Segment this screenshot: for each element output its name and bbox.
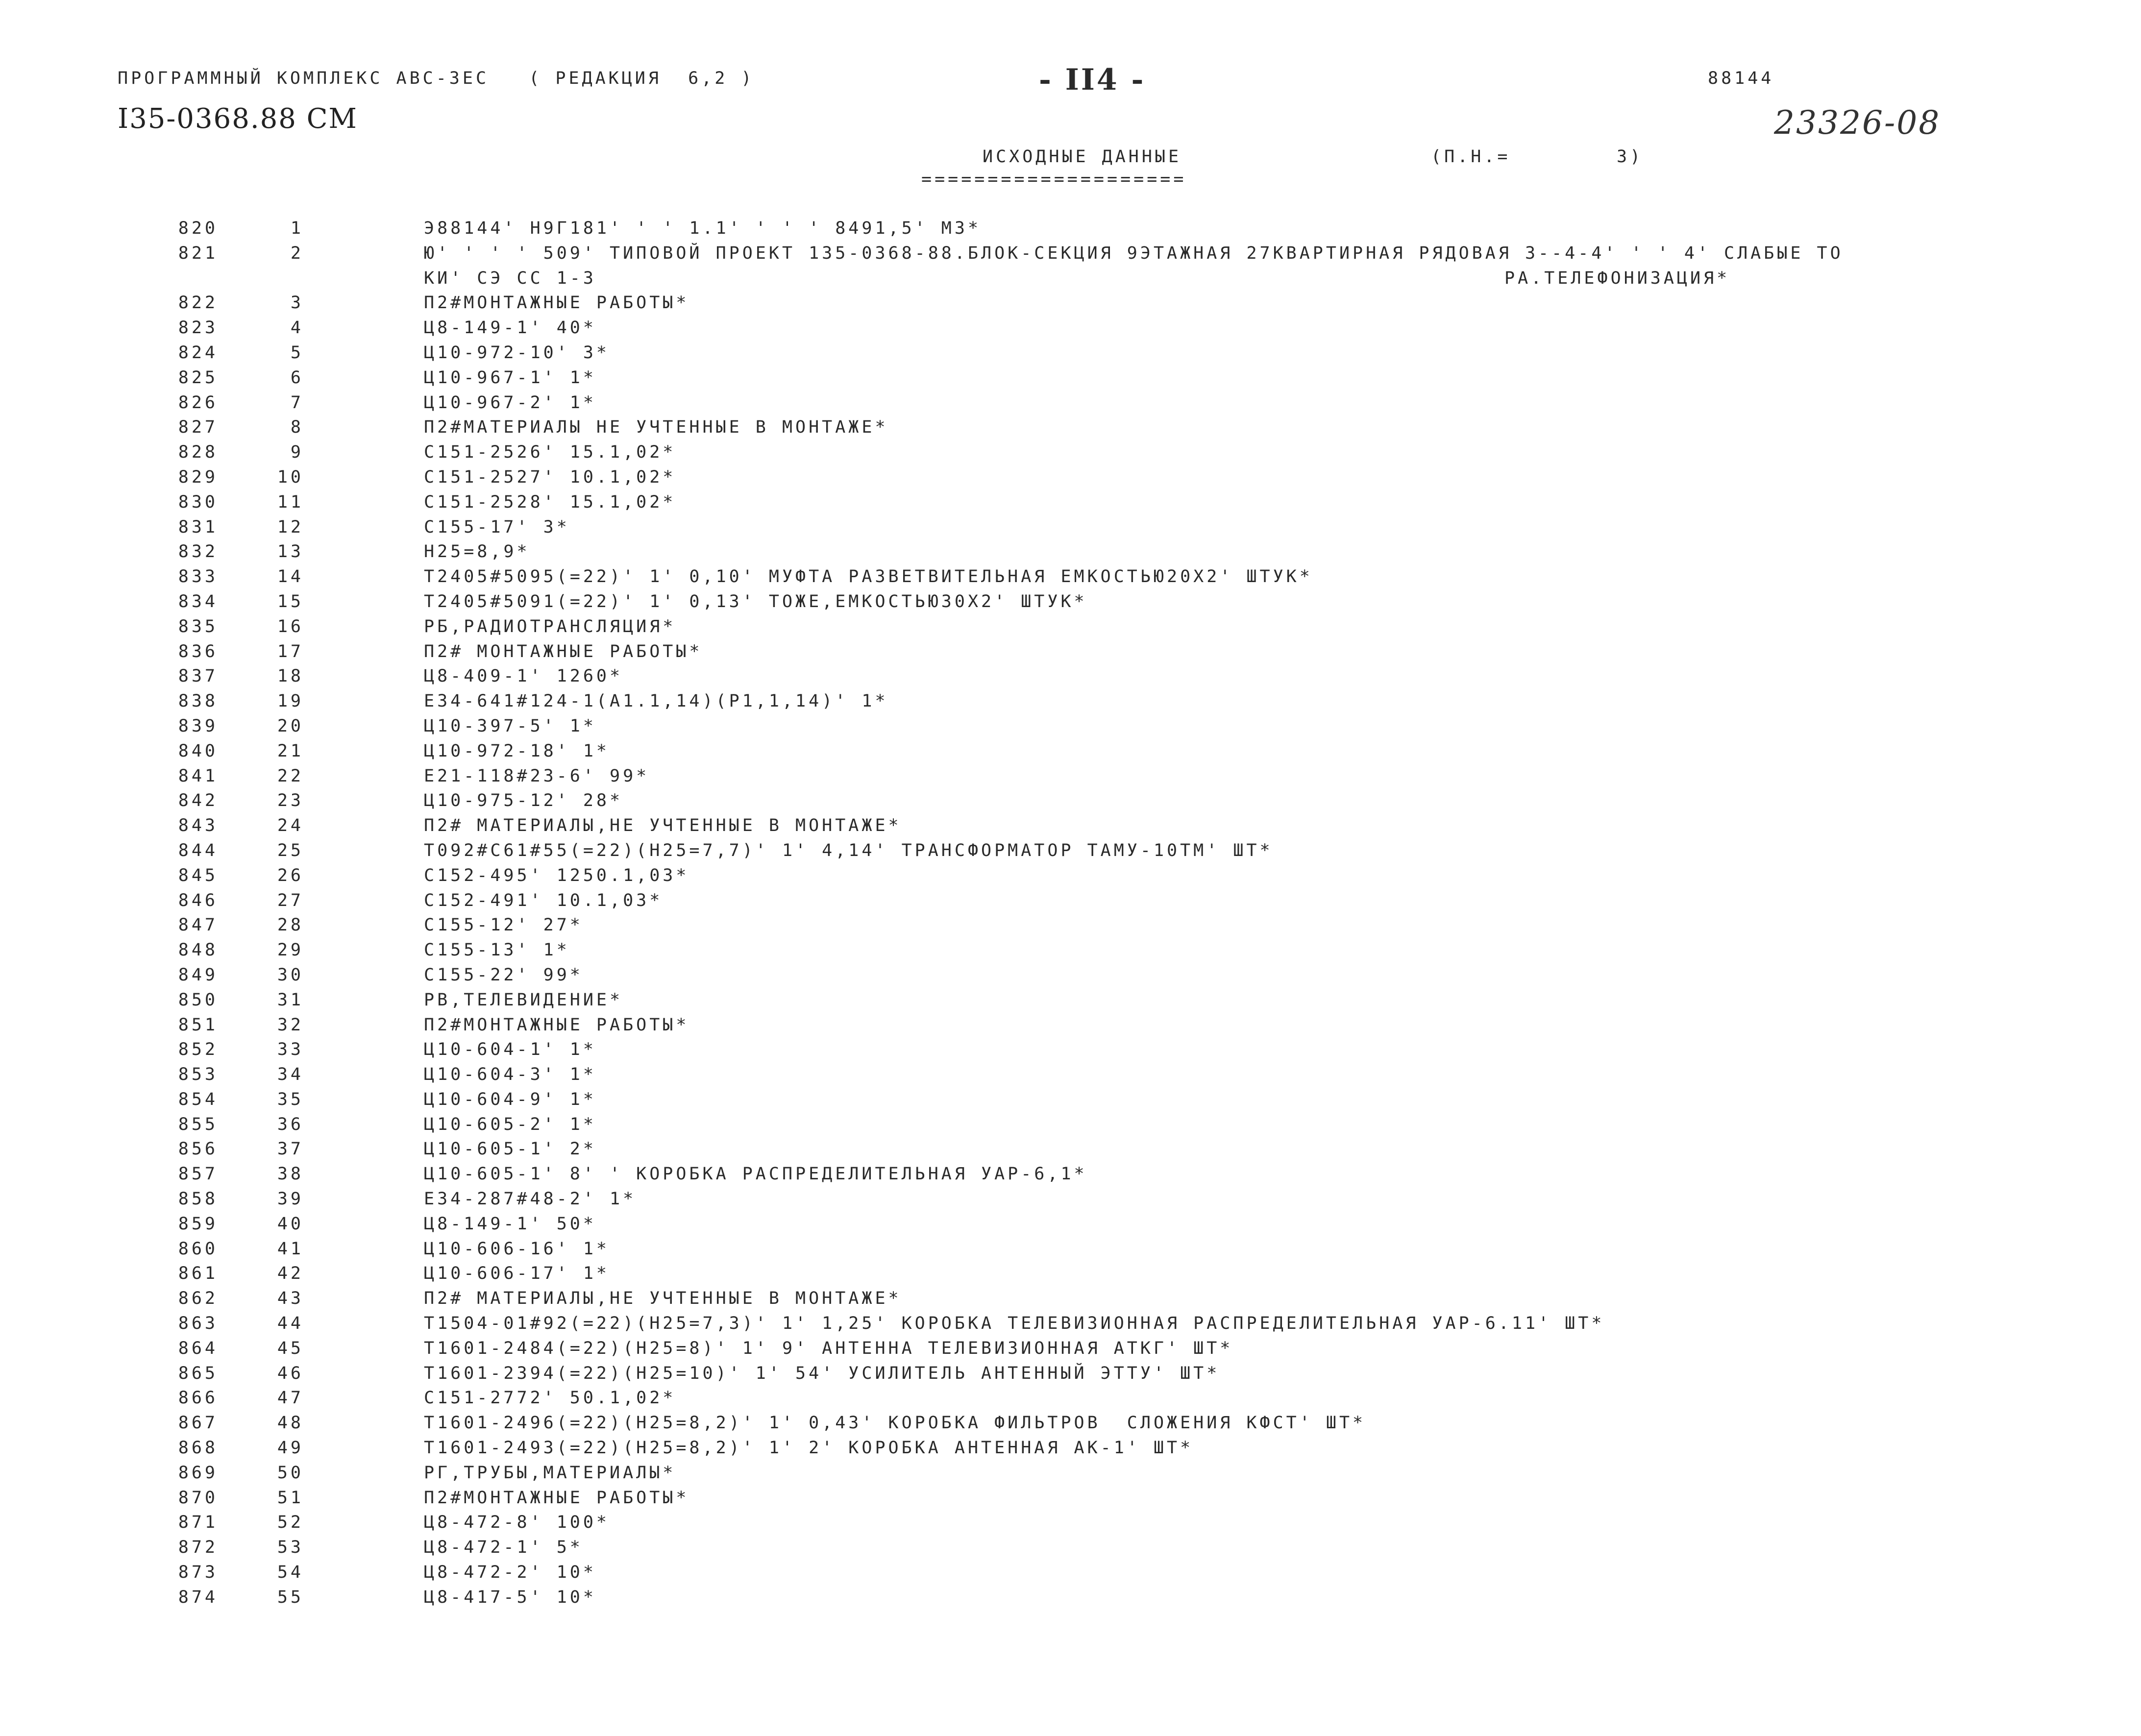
record-text: Т2405#5091(=22)' 1' 0,13' ТОЖЕ,ЕМКОСТЬЮ30Х2' ШТУК* xyxy=(424,591,1087,611)
line-number: 828 xyxy=(178,442,218,463)
list-item xyxy=(0,1488,2141,1513)
line-number: 863 xyxy=(178,1314,218,1334)
line-number: 840 xyxy=(178,741,218,761)
sequence-number: 9 xyxy=(290,442,304,463)
line-number: 864 xyxy=(178,1338,218,1358)
section-underline: ==================== xyxy=(921,170,1187,189)
list-item xyxy=(0,542,2141,567)
line-number: 841 xyxy=(178,766,218,786)
list-item xyxy=(0,417,2141,442)
line-number: 839 xyxy=(178,716,218,736)
line-number: 874 xyxy=(178,1587,218,1607)
record-text: Т2405#5095(=22)' 1' 0,10' МУФТА РАЗВЕТВИТЕЛЬНАЯ ЕМКОСТЬЮ20Х2' ШТУК* xyxy=(424,567,1313,587)
record-text: Т1504-01#92(=22)(Н25=7,3)' 1' 1,25' КОРОБКА ТЕЛЕВИЗИОННАЯ РАСПРЕДЕЛИТЕЛЬНАЯ УАР-6.11' ШТ* xyxy=(424,1314,1605,1334)
list-item xyxy=(0,318,2141,343)
record-text: РВ,ТЕЛЕВИДЕНИЕ* xyxy=(424,990,623,1010)
line-number: 836 xyxy=(178,641,218,661)
line-number: 831 xyxy=(178,517,218,537)
sequence-number: 54 xyxy=(277,1563,304,1583)
sequence-number: 20 xyxy=(277,716,304,736)
list-item xyxy=(0,1339,2141,1364)
record-text: Ц8-417-5' 10* xyxy=(424,1587,596,1607)
sequence-number: 36 xyxy=(277,1114,304,1134)
sequence-number: 24 xyxy=(277,816,304,836)
record-text: П2# МОНТАЖНЫЕ РАБОТЫ* xyxy=(424,641,703,661)
record-text: Т1601-2484(=22)(Н25=8)' 1' 9' АНТЕННА ТЕЛЕВИЗИОННАЯ АТКГ' ШТ* xyxy=(424,1338,1233,1358)
record-text: С155-12' 27* xyxy=(424,915,583,935)
list-item xyxy=(0,965,2141,990)
sequence-number: 5 xyxy=(290,342,304,363)
sequence-number: 50 xyxy=(277,1463,304,1483)
list-item xyxy=(0,716,2141,741)
line-number: 833 xyxy=(178,567,218,587)
record-text: Ц8-472-2' 10* xyxy=(424,1563,596,1583)
sequence-number: 26 xyxy=(277,865,304,885)
list-item xyxy=(0,343,2141,368)
list-item xyxy=(0,442,2141,467)
sequence-number: 30 xyxy=(277,965,304,985)
line-number: 825 xyxy=(178,367,218,388)
list-item xyxy=(0,1115,2141,1140)
record-text: Е21-118#23-6' 99* xyxy=(424,766,650,786)
record-text: С155-22' 99* xyxy=(424,965,583,985)
list-item xyxy=(0,1438,2141,1463)
list-item xyxy=(0,492,2141,517)
sequence-number: 3 xyxy=(290,293,304,313)
sequence-number: 16 xyxy=(277,616,304,636)
sequence-number: 34 xyxy=(277,1065,304,1085)
list-item xyxy=(0,368,2141,393)
list-item xyxy=(0,1189,2141,1214)
record-text: Ц8-409-1' 1260* xyxy=(424,666,623,686)
record-text: Ц10-972-10' 3* xyxy=(424,342,610,363)
record-text: С152-491' 10.1,03* xyxy=(424,890,663,910)
list-item xyxy=(0,1314,2141,1339)
sequence-number: 12 xyxy=(277,517,304,537)
line-number: 848 xyxy=(178,940,218,960)
line-number: 855 xyxy=(178,1114,218,1134)
sequence-number: 35 xyxy=(277,1089,304,1109)
sequence-number: 21 xyxy=(277,741,304,761)
line-number: 826 xyxy=(178,392,218,413)
sequence-number: 42 xyxy=(277,1264,304,1284)
record-text: С155-17' 3* xyxy=(424,517,570,537)
list-item xyxy=(0,1090,2141,1115)
record-text: Э88144' Н9Г181' ' ' 1.1' ' ' ' 8491,5' М3* xyxy=(424,219,982,238)
record-text: Т1601-2394(=22)(Н25=10)' 1' 54' УСИЛИТЕЛЬ АНТЕННЫЙ ЭТТУ' ШТ* xyxy=(424,1363,1220,1383)
sequence-number: 8 xyxy=(290,417,304,438)
line-number: 842 xyxy=(178,791,218,811)
line-number: 866 xyxy=(178,1388,218,1408)
list-item xyxy=(0,691,2141,716)
record-text: Е34-641#124-1(А1.1,14)(Р1,1,14)' 1* xyxy=(424,691,888,711)
line-number: 845 xyxy=(178,865,218,885)
record-text: Ц10-975-12' 28* xyxy=(424,791,623,811)
sequence-number: 32 xyxy=(277,1015,304,1035)
sequence-number: 40 xyxy=(277,1214,304,1234)
record-text-continuation-right: РА.ТЕЛЕФОНИЗАЦИЯ* xyxy=(1504,268,1730,288)
record-text: Е34-287#48-2' 1* xyxy=(424,1189,637,1209)
record-text: Ц10-606-17' 1* xyxy=(424,1264,610,1284)
sequence-number: 1 xyxy=(290,219,304,238)
line-number: 870 xyxy=(178,1488,218,1508)
document-code: I35-0368.88 СМ xyxy=(118,103,358,135)
record-text: П2#МОНТАЖНЫЕ РАБОТЫ* xyxy=(424,1488,689,1508)
record-text: Ю' ' ' ' 509' ТИПОВОЙ ПРОЕКТ 135-0368-88.БЛОК-СЕКЦИЯ 9ЭТАЖНАЯ 27КВАРТИРНАЯ РЯДОВАЯ 3--4-4' ' ' 4' СЛАБЫЕ ТО xyxy=(424,243,1844,263)
record-text: П2# МАТЕРИАЛЫ,НЕ УЧТЕННЫЕ В МОНТАЖЕ* xyxy=(424,1289,902,1309)
list-item xyxy=(0,1139,2141,1164)
sequence-number: 18 xyxy=(277,666,304,686)
list-item xyxy=(0,1015,2141,1040)
record-text: Ц10-605-2' 1* xyxy=(424,1114,596,1134)
record-text: Т1601-2493(=22)(Н25=8,2)' 1' 2' КОРОБКА АНТЕННАЯ АК-1' ШТ* xyxy=(424,1438,1194,1458)
sequence-number: 29 xyxy=(277,940,304,960)
record-text: Н25=8,9* xyxy=(424,542,530,562)
record-text: Ц8-149-1' 40* xyxy=(424,318,596,338)
sequence-number: 41 xyxy=(277,1239,304,1259)
line-number: 832 xyxy=(178,542,218,562)
record-text-continuation: КИ' СЭ СС 1-3 xyxy=(424,268,596,288)
record-text: РГ,ТРУБЫ,МАТЕРИАЛЫ* xyxy=(424,1463,676,1483)
line-number: 871 xyxy=(178,1513,218,1533)
job-number: 88144 xyxy=(1708,69,1774,88)
record-text: С151-2526' 15.1,02* xyxy=(424,442,676,463)
sequence-number: 38 xyxy=(277,1164,304,1184)
record-text: П2# МАТЕРИАЛЫ,НЕ УЧТЕННЫЕ В МОНТАЖЕ* xyxy=(424,816,902,836)
list-item xyxy=(0,990,2141,1015)
line-number: 827 xyxy=(178,417,218,438)
sequence-number: 13 xyxy=(277,542,304,562)
line-number: 837 xyxy=(178,666,218,686)
sequence-number: 7 xyxy=(290,392,304,413)
list-item xyxy=(0,1264,2141,1289)
sequence-number: 27 xyxy=(277,890,304,910)
handwritten-number: 23326-08 xyxy=(1774,104,1941,142)
sequence-number: 25 xyxy=(277,840,304,860)
list-item xyxy=(0,791,2141,816)
line-number: 849 xyxy=(178,965,218,985)
page-number: - II4 - xyxy=(1039,63,1146,97)
list-item xyxy=(0,1164,2141,1189)
line-number: 822 xyxy=(178,293,218,313)
section-param: (П.Н.= 3) xyxy=(1431,147,1644,167)
line-number: 867 xyxy=(178,1413,218,1433)
sequence-number: 43 xyxy=(277,1289,304,1309)
list-item xyxy=(0,1413,2141,1438)
list-item xyxy=(0,467,2141,492)
line-number: 861 xyxy=(178,1264,218,1284)
line-number: 856 xyxy=(178,1139,218,1159)
sequence-number: 15 xyxy=(277,591,304,611)
record-text: С152-495' 1250.1,03* xyxy=(424,865,689,885)
record-text: С155-13' 1* xyxy=(424,940,570,960)
sequence-number: 2 xyxy=(290,243,304,263)
line-number: 820 xyxy=(178,219,218,238)
list-item xyxy=(0,741,2141,766)
record-text: С151-2772' 50.1,02* xyxy=(424,1388,676,1408)
sequence-number: 6 xyxy=(290,367,304,388)
line-number: 868 xyxy=(178,1438,218,1458)
record-text: С151-2527' 10.1,02* xyxy=(424,467,676,487)
list-item xyxy=(0,1364,2141,1389)
list-item xyxy=(0,841,2141,866)
list-item xyxy=(0,592,2141,617)
record-text: С151-2528' 15.1,02* xyxy=(424,492,676,512)
list-item xyxy=(0,567,2141,592)
line-number: 823 xyxy=(178,318,218,338)
program-header: ПРОГРАММНЫЙ КОМПЛЕКС АВС-3ЕС ( РЕДАКЦИЯ 6,2 ) xyxy=(118,69,755,88)
list-item xyxy=(0,517,2141,542)
record-text: РБ,РАДИОТРАНСЛЯЦИЯ* xyxy=(424,616,676,636)
list-item xyxy=(0,219,2141,244)
list-item xyxy=(0,244,2141,293)
list-item xyxy=(0,1289,2141,1314)
record-text: Ц10-967-1' 1* xyxy=(424,367,596,388)
list-item xyxy=(0,766,2141,791)
line-number: 854 xyxy=(178,1089,218,1109)
record-text: Ц10-604-9' 1* xyxy=(424,1089,596,1109)
list-item xyxy=(0,1239,2141,1264)
sequence-number: 23 xyxy=(277,791,304,811)
line-number: 847 xyxy=(178,915,218,935)
line-number: 830 xyxy=(178,492,218,512)
record-text: Т092#С61#55(=22)(Н25=7,7)' 1' 4,14' ТРАНСФОРМАТОР ТАМУ-10ТМ' ШТ* xyxy=(424,840,1273,860)
sequence-number: 53 xyxy=(277,1538,304,1558)
list-item xyxy=(0,1538,2141,1563)
list-item xyxy=(0,293,2141,318)
line-number: 872 xyxy=(178,1538,218,1558)
list-item xyxy=(0,642,2141,667)
sequence-number: 39 xyxy=(277,1189,304,1209)
line-number: 829 xyxy=(178,467,218,487)
list-item xyxy=(0,1463,2141,1488)
record-text: П2#МОНТАЖНЫЕ РАБОТЫ* xyxy=(424,1015,689,1035)
sequence-number: 17 xyxy=(277,641,304,661)
list-item xyxy=(0,866,2141,891)
section-title: ИСХОДНЫЕ ДАННЫЕ xyxy=(983,147,1182,167)
record-text: Ц10-972-18' 1* xyxy=(424,741,610,761)
record-text: Ц10-397-5' 1* xyxy=(424,716,596,736)
line-number: 859 xyxy=(178,1214,218,1234)
sequence-number: 22 xyxy=(277,766,304,786)
record-text: П2#МОНТАЖНЫЕ РАБОТЫ* xyxy=(424,293,689,313)
list-item xyxy=(0,816,2141,841)
sequence-number: 19 xyxy=(277,691,304,711)
sequence-number: 33 xyxy=(277,1040,304,1060)
line-number: 873 xyxy=(178,1563,218,1583)
sequence-number: 31 xyxy=(277,990,304,1010)
line-number: 844 xyxy=(178,840,218,860)
sequence-number: 28 xyxy=(277,915,304,935)
list-item xyxy=(0,1040,2141,1065)
record-text: Ц10-604-1' 1* xyxy=(424,1040,596,1060)
list-item xyxy=(0,1513,2141,1538)
line-number: 834 xyxy=(178,591,218,611)
record-text: Ц10-605-1' 2* xyxy=(424,1139,596,1159)
list-item xyxy=(0,666,2141,691)
list-item xyxy=(0,1588,2141,1613)
sequence-number: 49 xyxy=(277,1438,304,1458)
record-text: Ц8-149-1' 50* xyxy=(424,1214,596,1234)
line-number: 860 xyxy=(178,1239,218,1259)
list-item xyxy=(0,617,2141,642)
line-number: 865 xyxy=(178,1363,218,1383)
sequence-number: 44 xyxy=(277,1314,304,1334)
record-text: Ц8-472-1' 5* xyxy=(424,1538,583,1558)
list-item xyxy=(0,1563,2141,1588)
data-listing xyxy=(0,219,2141,1613)
sequence-number: 10 xyxy=(277,467,304,487)
list-item xyxy=(0,915,2141,940)
record-text: Ц10-604-3' 1* xyxy=(424,1065,596,1085)
list-item xyxy=(0,891,2141,916)
line-number: 853 xyxy=(178,1065,218,1085)
line-number: 862 xyxy=(178,1289,218,1309)
record-text: Ц10-967-2' 1* xyxy=(424,392,596,413)
record-text: Ц10-606-16' 1* xyxy=(424,1239,610,1259)
line-number: 821 xyxy=(178,243,218,263)
sequence-number: 51 xyxy=(277,1488,304,1508)
line-number: 850 xyxy=(178,990,218,1010)
line-number: 838 xyxy=(178,691,218,711)
line-number: 824 xyxy=(178,342,218,363)
record-text: Т1601-2496(=22)(Н25=8,2)' 1' 0,43' КОРОБКА ФИЛЬТРОВ СЛОЖЕНИЯ КФСТ' ШТ* xyxy=(424,1413,1366,1433)
line-number: 835 xyxy=(178,616,218,636)
line-number: 857 xyxy=(178,1164,218,1184)
line-number: 846 xyxy=(178,890,218,910)
sequence-number: 48 xyxy=(277,1413,304,1433)
sequence-number: 11 xyxy=(277,492,304,512)
line-number: 843 xyxy=(178,816,218,836)
line-number: 858 xyxy=(178,1189,218,1209)
line-number: 869 xyxy=(178,1463,218,1483)
line-number: 851 xyxy=(178,1015,218,1035)
list-item xyxy=(0,393,2141,418)
sequence-number: 52 xyxy=(277,1513,304,1533)
record-text: П2#МАТЕРИАЛЫ НЕ УЧТЕННЫЕ В МОНТАЖЕ* xyxy=(424,417,888,438)
sequence-number: 14 xyxy=(277,567,304,587)
list-item xyxy=(0,940,2141,965)
list-item xyxy=(0,1065,2141,1090)
sequence-number: 55 xyxy=(277,1587,304,1607)
list-item xyxy=(0,1388,2141,1413)
record-text: Ц8-472-8' 100* xyxy=(424,1513,610,1533)
sequence-number: 45 xyxy=(277,1338,304,1358)
list-item xyxy=(0,1214,2141,1239)
sequence-number: 4 xyxy=(290,318,304,338)
line-number: 852 xyxy=(178,1040,218,1060)
sequence-number: 47 xyxy=(277,1388,304,1408)
sequence-number: 46 xyxy=(277,1363,304,1383)
sequence-number: 37 xyxy=(277,1139,304,1159)
record-text: Ц10-605-1' 8' ' КОРОБКА РАСПРЕДЕЛИТЕЛЬНАЯ УАР-6,1* xyxy=(424,1164,1087,1184)
